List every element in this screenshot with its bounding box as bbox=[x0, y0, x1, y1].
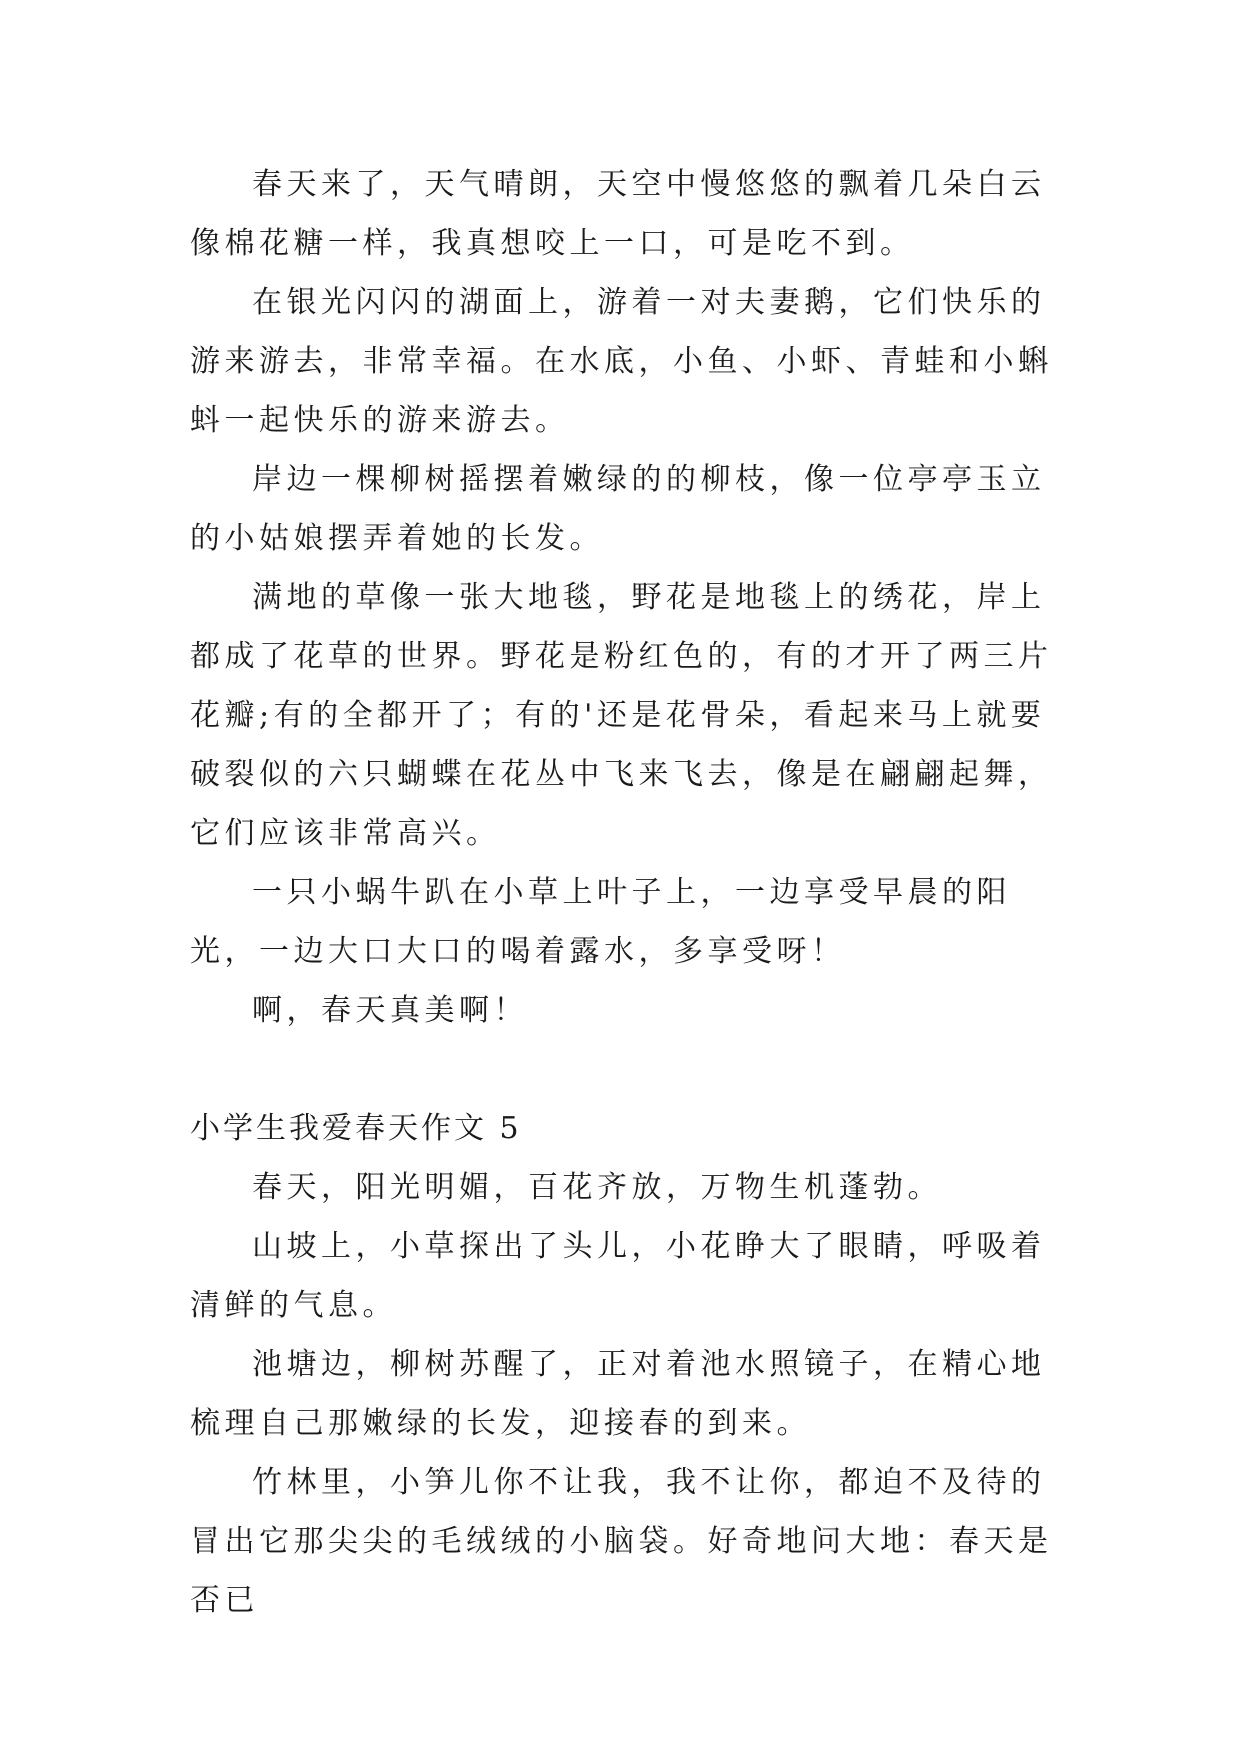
paragraph-lake: 在银光闪闪的湖面上，游着一对夫妻鹅，它们快乐的游来游去，非常幸福。在水底，小鱼、小虾、青蛙和小蝌蚪一起快乐的游来游去。 bbox=[190, 285, 1053, 438]
document-body bbox=[190, 155, 1060, 1630]
paragraph-bamboo: 竹林里，小笋儿你不让我，我不让你，都迫不及待的冒出它那尖尖的毛绒绒的小脑袋。好奇地问大地：春天是否已 bbox=[190, 1465, 1053, 1618]
paragraph-hillside: 山坡上，小草探出了头儿，小花睁大了眼睛，呼吸着清鲜的气息。 bbox=[190, 1229, 1046, 1323]
paragraph-snail: 一只小蜗牛趴在小草上叶子上，一边享受早晨的阳光，一边大口大口的喝着露水，多享受呀！ bbox=[190, 875, 1011, 969]
paragraph-sky: 春天来了，天气晴朗，天空中慢悠悠的飘着几朵白云像棉花糖一样，我真想咬上一口，可是吃不到。 bbox=[190, 167, 1046, 261]
paragraph-flowers: 满地的草像一张大地毯，野花是地毯上的绣花，岸上都成了花草的世界。野花是粉红色的，有的才开了两三片花瓣;有的全都开了；有的'还是花骨朵，看起来马上就要破裂似的六只蝴蝶在花丛中飞来飞去，像是在翩翩起舞，它们应该非常高兴。 bbox=[190, 580, 1053, 851]
section-title: 小学生我爱春天作文 5 bbox=[190, 1111, 522, 1146]
paragraph-willow: 岸边一棵柳树摇摆着嫩绿的的柳枝，像一位亭亭玉立的小姑娘摆弄着她的长发。 bbox=[190, 462, 1046, 556]
paragraph-exclamation: 啊，春天真美啊！ bbox=[252, 993, 528, 1028]
paragraph-spring-intro: 春天，阳光明媚，百花齐放，万物生机蓬勃。 bbox=[252, 1170, 942, 1205]
paragraph-pond: 池塘边，柳树苏醒了，正对着池水照镜子，在精心地梳理自己那嫩绿的长发，迎接春的到来。 bbox=[190, 1347, 1046, 1441]
